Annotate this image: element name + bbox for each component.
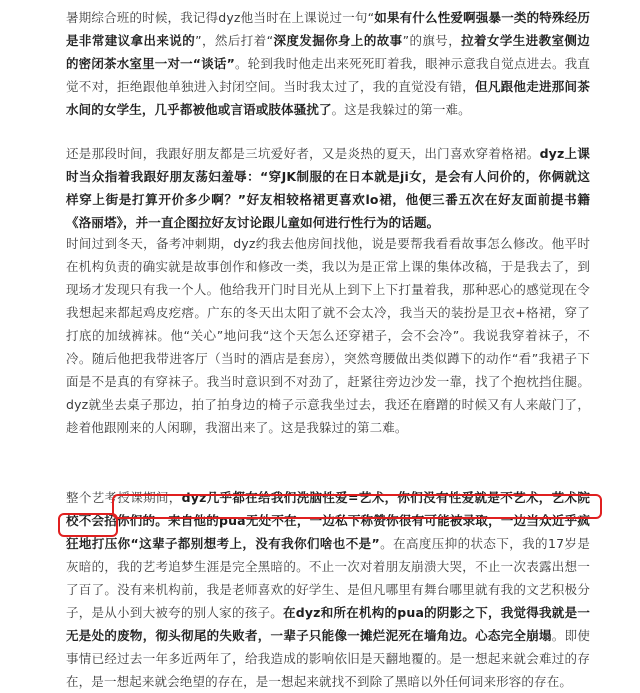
text-segment: ”的旗号， bbox=[402, 33, 462, 48]
bold-text-segment: dyz上课时当众指着我跟好朋友荡妇羞辱：“穿JK制服的在日本就是ji女，是会有人问价的，你俩就这样穿上街是打算开价多少啊？”好友相较格裙更喜欢lo裙，他便三番五次在好友面前提书籍《洛丽塔》，并一直企图拉好友讨论跟儿童如何进行性行为的话题。 bbox=[66, 146, 590, 230]
text-segment: 。轮到我时他走出来死死盯着我，眼神示意我自觉点进去。我直觉不对，拒绝跟他单独进入封闭空间。当时我太过了，我的直觉没有错， bbox=[66, 56, 591, 94]
bold-text-segment: 在dyz和所在机构的pua的阴影之下，我觉得我就是一无是处的废物，彻头彻尾的失败者，一辈子只能像一摊烂泥死在墙角边。心态完全崩塌 bbox=[66, 605, 590, 643]
paragraph-winter-visit bbox=[66, 232, 590, 439]
text-segment: 暑期综合班的时候，我记得dyz他当时在上课说过一句“ bbox=[66, 10, 375, 25]
text-segment: 。即使事情已经过去一年多近两年了，给我造成的影响依旧是天翻地覆的。是一想起来就会难过的存在，是一想起来就会绝望的存在，是一想起来就找不到除了黑暗以外任何词来形容的存在。 bbox=[66, 628, 590, 689]
text-segment: 还是那段时间，我跟好朋友都是三坑爱好者，又是炎热的夏天，出门喜欢穿着格裙。 bbox=[66, 146, 540, 161]
paragraph-uniform-shaming bbox=[66, 142, 590, 234]
text-segment: ”，然后打着“ bbox=[195, 33, 274, 48]
bold-text-segment: dyz几乎都在给我们洗脑性爱=艺术，你们没有性爱就是不艺术，艺术院校不会招你们的。来自他的pua无处不在，一边私下称赞你很有可能被录取，一边当众近乎疯狂地打压你“这辈子都别想考上，没有我你们啥也不是” bbox=[66, 490, 591, 551]
bold-text-segment: 但凡跟他走进那间茶水间的女学生，几乎都被他或言语或肢体骚扰了 bbox=[66, 79, 590, 117]
bold-text-segment: 如果有什么性爱啊强暴一类的特殊经历是非常建议拿出来说的 bbox=[66, 10, 590, 48]
text-segment: 。这是我躲过的第一难。 bbox=[331, 102, 471, 117]
text-segment: 。在高度压抑的状态下，我的17岁是灰暗的，我的艺考追梦生涯是完全黑暗的。不止一次对着朋友崩溃大哭，不止一次表露出想一了百了。没有来机构前，我是老师喜欢的好学生、是但凡哪里有舞台哪里就有我的文艺积极分子，是从小到大被夸的别人家的孩子。 bbox=[66, 536, 590, 620]
bold-text-segment: 拉着女学生进教室侧边的密闭茶水室里一对一“谈话” bbox=[66, 33, 590, 71]
bold-text-segment: 深度发掘你身上的故事 bbox=[273, 33, 403, 48]
paragraph-summer-class bbox=[66, 6, 590, 121]
text-segment: 时间过到冬天，备考冲刺期，dyz约我去他房间找他，说是要帮我看看故事怎么修改。他平时在机构负责的确实就是故事创作和修改一类，我以为是正常上课的集体改稿，于是我去了，到现场才发现只有我一个人。他给我开门时目光从上到下上下打量着我，那种恶心的感觉现在令我想起来都起鸡皮疙瘩。广东的冬天出太阳了就不会太冷，我当天的装扮是卫衣+格裙，穿了打底的加绒裤袜。他“关心”地问我“这个天怎么还穿裙子，会不会冷”。我说我穿着袜子，不冷。随后他把我带进客厅（当时的酒店是套房），突然弯腰做出类似蹲下的动作“看”我裙子下面是不是真的有穿袜子。我当时意识到不对劲了，赶紧往旁边沙发一靠，找了个抱枕挡住腿。dyz就坐去桌子那边，拍了拍身边的椅子示意我坐过去，我还在磨蹭的时候又有人来敲门了，趁着他跟刚来的人闲聊，我溜出来了。这是我躲过的第二难。 bbox=[66, 236, 590, 435]
paragraph-art-exam-period bbox=[66, 486, 590, 693]
text-segment: 整个艺考授课期间， bbox=[66, 490, 182, 505]
